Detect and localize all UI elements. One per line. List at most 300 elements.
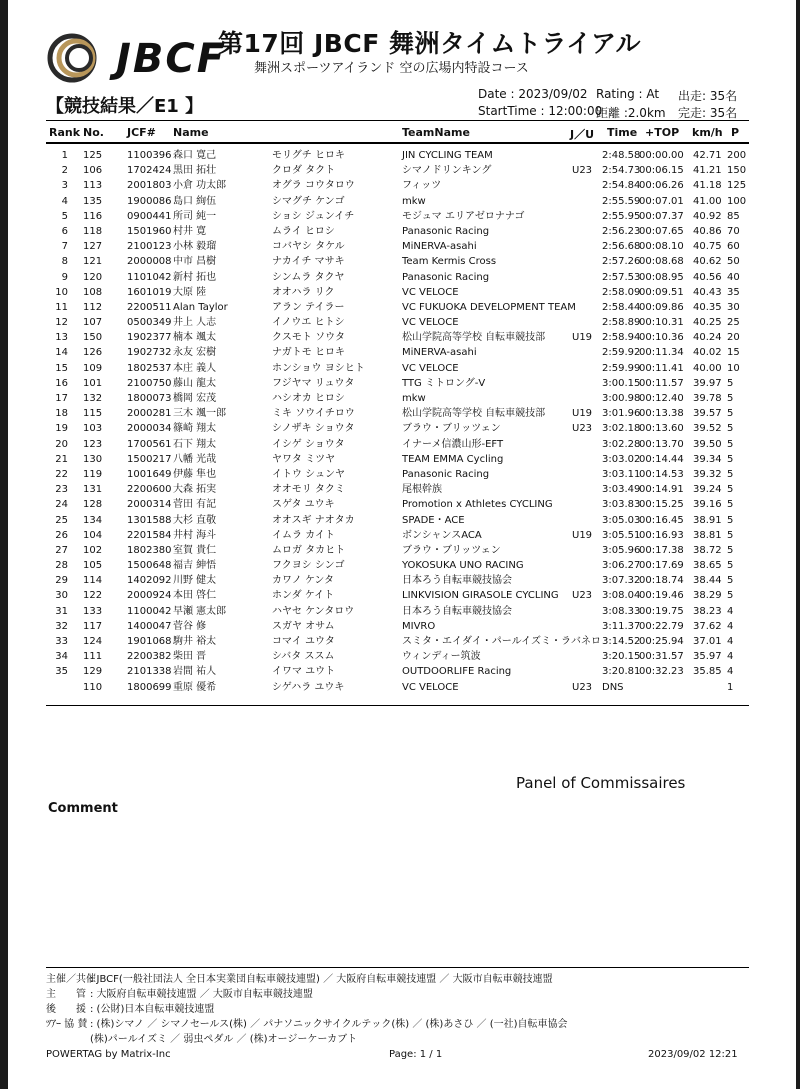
cell-points: 5 <box>727 529 734 541</box>
cell-time: 3:03.83 <box>602 499 641 511</box>
cell-speed: 39.97 <box>693 377 722 389</box>
cell-jcf: 1802537 <box>127 362 172 374</box>
cell-rank: 29 <box>55 575 68 587</box>
cell-gap: 00:19.75 <box>639 605 684 617</box>
cell-speed: 39.32 <box>693 468 722 480</box>
cell-no: 106 <box>83 165 103 177</box>
cell-name: 新村 拓也 <box>173 271 217 283</box>
cell-team: Panasonic Racing <box>402 225 490 237</box>
cell-name: 菅田 有記 <box>173 499 217 511</box>
cell-team: OUTDOORLIFE Racing <box>402 666 512 678</box>
cell-time: 2:57.53 <box>602 271 641 283</box>
cell-rank: 7 <box>61 241 68 253</box>
table-row <box>46 406 749 421</box>
cell-time: 2:58.09 <box>602 286 641 298</box>
col-top: +TOP <box>645 126 680 139</box>
cell-points: 5 <box>727 453 734 465</box>
cell-team: 日本ろう自転車競技協会 <box>402 605 512 617</box>
cell-ju: U23 <box>572 681 593 693</box>
cell-name: 三木 颯一郎 <box>173 408 227 420</box>
cell-gap: 00:08.68 <box>639 256 684 268</box>
cell-no: 150 <box>83 332 103 344</box>
cell-name: 大森 拓実 <box>173 484 217 496</box>
cell-time: 3:02.28 <box>602 438 641 450</box>
cell-gap: 00:13.38 <box>639 408 684 420</box>
table-row <box>46 604 749 619</box>
cell-team: イナーメ信濃山形-EFT <box>402 438 504 450</box>
cell-name: 井村 海斗 <box>173 529 217 541</box>
col-time: Time <box>607 126 638 139</box>
footer-value: : 大阪府自転車競技連盟 ／ 大阪市自転車競技連盟 <box>90 989 313 1000</box>
cell-rank: 31 <box>55 605 68 617</box>
cell-name: 藤山 龍太 <box>173 377 217 389</box>
cell-jcf: 2200511 <box>127 301 172 313</box>
cell-gap: 00:09.86 <box>639 301 684 313</box>
cell-rank: 32 <box>55 620 68 632</box>
cell-rank: 35 <box>55 666 68 678</box>
results-sheet <box>8 0 796 1089</box>
cell-name-kana: フクヨシ シンゴ <box>272 560 345 572</box>
cell-ju: U23 <box>572 165 593 177</box>
cell-gap: 00:07.01 <box>639 195 684 207</box>
cell-jcf: 1100042 <box>127 605 172 617</box>
cell-name: 石下 翔太 <box>173 438 217 450</box>
cell-time: 3:05.51 <box>602 529 641 541</box>
cell-gap: 00:13.70 <box>639 438 684 450</box>
cell-rank: 18 <box>55 408 68 420</box>
cell-jcf: 1400047 <box>127 620 172 632</box>
cell-name: 本庄 義人 <box>173 362 217 374</box>
cell-ju: U23 <box>572 590 593 602</box>
table-row <box>46 649 749 664</box>
table-row <box>46 194 749 209</box>
cell-rank: 17 <box>55 393 68 404</box>
cell-no: 126 <box>83 347 103 359</box>
cell-team: JIN CYCLING TEAM <box>402 150 493 161</box>
cell-gap: 00:25.94 <box>639 636 684 647</box>
cell-time: 3:03.02 <box>602 453 641 465</box>
logo-text: JBCF <box>116 36 227 82</box>
cell-name: 伊藤 隼也 <box>173 468 217 480</box>
finishers-count: 完走: 35名 <box>678 106 738 120</box>
cell-name: Alan Taylor <box>173 301 228 313</box>
cell-time: 3:08.04 <box>602 590 641 602</box>
cell-gap: 00:19.46 <box>639 590 684 602</box>
footer-line-support <box>46 1000 749 1014</box>
cell-gap: 00:32.23 <box>639 666 684 678</box>
cell-no: 116 <box>83 210 103 222</box>
cell-speed: 40.00 <box>693 362 722 374</box>
cell-points: 60 <box>727 241 740 253</box>
cell-gap: 00:14.44 <box>639 453 684 465</box>
cell-time: 3:11.37 <box>602 620 641 632</box>
cell-gap: 00:11.34 <box>639 347 684 359</box>
cell-no: 109 <box>83 362 103 374</box>
comment-label: Comment <box>48 801 118 816</box>
cell-rank: 23 <box>55 484 68 496</box>
footer-line-sponsors-2 <box>46 1030 749 1044</box>
cell-team: VC VELOCE <box>402 362 459 374</box>
cell-name: 柴田 晋 <box>173 651 207 663</box>
cell-gap: 00:06.15 <box>639 165 684 177</box>
cell-points: 5 <box>727 560 734 572</box>
cell-gap: 00:07.65 <box>639 225 684 237</box>
cell-team: YOKOSUKA UNO RACING <box>402 560 524 572</box>
cell-team: mkw <box>402 195 426 207</box>
cell-name-kana: シバタ ススム <box>272 651 335 663</box>
cell-rank: 3 <box>61 180 68 192</box>
cell-time: 2:54.84 <box>602 180 641 192</box>
cell-gap: 00:16.93 <box>639 529 684 541</box>
col-name: Name <box>173 126 209 139</box>
cell-name: 黒田 拓壮 <box>173 165 217 177</box>
cell-no: 123 <box>83 438 103 450</box>
cell-jcf: 1101042 <box>127 271 172 283</box>
cell-jcf: 1802380 <box>127 544 172 556</box>
cell-gap: 00:13.60 <box>639 423 684 435</box>
cell-name: 菅谷 修 <box>173 620 207 632</box>
cell-rank: 20 <box>55 438 68 450</box>
cell-no: 102 <box>83 544 103 556</box>
cell-name: 早瀬 憲太郎 <box>173 605 227 617</box>
cell-points: 4 <box>727 620 734 632</box>
cell-name-kana: ムライ ヒロシ <box>272 225 335 237</box>
cell-jcf: 1500648 <box>127 560 172 572</box>
cell-points: 5 <box>727 408 734 420</box>
cell-name-kana: ミキ ソウイチロウ <box>272 408 355 420</box>
cell-name-kana: ナガトモ ヒロキ <box>272 347 345 359</box>
cell-no: 107 <box>83 317 103 329</box>
cell-name-kana: ショシ ジュンイチ <box>272 210 355 222</box>
cell-jcf: 2100750 <box>127 377 172 389</box>
table-row <box>46 437 749 452</box>
cell-gap: 00:14.53 <box>639 468 684 480</box>
table-row <box>46 270 749 285</box>
table-row <box>46 163 749 178</box>
commissaires-label: Panel of Commissaires <box>516 774 686 792</box>
header-rule <box>46 120 749 121</box>
footer-line-organizer <box>46 970 749 984</box>
cell-points: 5 <box>727 590 734 602</box>
cell-time: 3:02.18 <box>602 423 641 435</box>
cell-gap: 00:09.51 <box>639 286 684 298</box>
table-row <box>46 178 749 193</box>
cell-name: 永友 宏樹 <box>173 347 217 359</box>
table-row <box>46 345 749 360</box>
cell-no: 130 <box>83 453 103 465</box>
cell-rank: 6 <box>61 225 68 237</box>
cell-jcf: 2000314 <box>127 499 172 511</box>
cell-team: 尾根幹族 <box>402 484 442 496</box>
cell-name: 小倉 功太郎 <box>173 180 227 192</box>
cell-no: 105 <box>83 560 103 572</box>
cell-rank: 4 <box>61 195 68 207</box>
cell-rank: 21 <box>55 453 68 465</box>
cell-time: DNS <box>602 681 624 693</box>
cell-time: 2:56.68 <box>602 241 641 253</box>
cell-no: 127 <box>83 241 103 253</box>
cell-ju: U19 <box>572 529 593 541</box>
cell-time: 2:57.26 <box>602 256 641 268</box>
cell-time: 3:00.15 <box>602 377 641 389</box>
cell-points: 20 <box>727 332 740 344</box>
cell-name-kana: オオモリ タクミ <box>272 484 345 496</box>
cell-team: フィッツ <box>402 180 442 192</box>
cell-points: 5 <box>727 377 734 389</box>
cell-jcf: 2000008 <box>127 256 172 268</box>
cell-rank: 19 <box>55 423 68 435</box>
cell-rank: 22 <box>55 468 68 480</box>
cell-name-kana: クスモト ソウタ <box>272 332 345 344</box>
cell-gap: 00:18.74 <box>639 575 684 587</box>
cell-points: 5 <box>727 438 734 450</box>
cell-speed: 40.75 <box>693 241 722 253</box>
table-row <box>46 224 749 239</box>
cell-points: 4 <box>727 666 734 678</box>
cell-time: 2:59.92 <box>602 347 641 359</box>
cell-no: 128 <box>83 499 103 511</box>
cell-no: 124 <box>83 636 103 647</box>
cell-no: 132 <box>83 393 103 404</box>
table-row <box>46 452 749 467</box>
cell-points: 5 <box>727 544 734 556</box>
cell-name-kana: オオスギ ナオタカ <box>272 514 355 526</box>
cell-jcf: 1902377 <box>127 332 172 344</box>
table-row <box>46 680 749 695</box>
footer-value: (株)パールイズミ ／ 弱虫ペダル ／ (株)オージーケーカブト <box>90 1034 358 1045</box>
cell-jcf: 1900086 <box>127 195 172 207</box>
cell-team: TEAM EMMA Cycling <box>402 453 504 465</box>
cell-points: 4 <box>727 605 734 617</box>
cell-jcf: 1001649 <box>127 468 172 480</box>
cell-gap: 00:16.45 <box>639 514 684 526</box>
cell-time: 2:59.99 <box>602 362 641 374</box>
cell-points: 25 <box>727 317 740 329</box>
page-title: 第17回 JBCF 舞洲タイムトライアル <box>218 29 641 58</box>
footer-key: ﾂｱｰ 協 賛 <box>46 1019 88 1030</box>
cell-name: 井上 人志 <box>173 317 217 329</box>
cell-no: 119 <box>83 468 103 480</box>
cell-points: 15 <box>727 347 740 359</box>
table-bottom-rule <box>46 705 749 706</box>
cell-name-kana: イトウ シュンヤ <box>272 468 345 480</box>
cell-no: 108 <box>83 286 103 298</box>
table-header <box>46 126 749 140</box>
table-row <box>46 513 749 528</box>
footer-value: : (公財)日本自転車競技連盟 <box>90 1004 215 1015</box>
cell-no: 113 <box>83 180 103 192</box>
cell-time: 2:56.23 <box>602 225 641 237</box>
cell-time: 2:54.73 <box>602 165 641 177</box>
cell-team: VC VELOCE <box>402 681 459 693</box>
cell-rank: 24 <box>55 499 68 511</box>
cell-rank: 12 <box>55 317 68 329</box>
table-row <box>46 300 749 315</box>
cell-name-kana: モリグチ ヒロキ <box>272 150 345 161</box>
cell-rank: 8 <box>61 256 68 268</box>
cell-no: 118 <box>83 225 103 237</box>
cell-team: Panasonic Racing <box>402 468 490 480</box>
cell-speed: 41.18 <box>693 180 722 192</box>
cell-no: 131 <box>83 484 103 496</box>
cell-no: 111 <box>83 651 103 663</box>
cell-team: ボンシャンスACA <box>402 529 482 541</box>
table-row <box>46 361 749 376</box>
cell-jcf: 2201584 <box>127 529 172 541</box>
cell-name-kana: イワマ ユウト <box>272 666 336 678</box>
cell-name: 本田 啓仁 <box>173 590 217 602</box>
cell-points: 100 <box>727 195 747 207</box>
cell-name-kana: ハシオカ ヒロシ <box>272 393 345 404</box>
cell-points: 10 <box>727 362 740 374</box>
cell-name: 篠崎 翔太 <box>173 423 217 435</box>
cell-points: 125 <box>727 180 747 192</box>
cell-gap: 00:08.95 <box>639 271 684 283</box>
cell-time: 3:20.15 <box>602 651 641 663</box>
cell-gap: 00:10.36 <box>639 332 684 344</box>
table-row <box>46 254 749 269</box>
footer-value: : JBCF(一般社団法人 全日本実業団自転車競技連盟) ／ 大阪府自転車競技連盟 ／ 大阪市自転車競技連盟 <box>90 974 553 985</box>
footer-rule <box>46 967 749 968</box>
table-header-rule <box>46 142 749 144</box>
cell-time: 3:14.52 <box>602 636 641 647</box>
cell-team: モジュマ エリアゼロナナゴ <box>402 210 525 222</box>
cell-name-kana: フジヤマ リュウタ <box>272 377 355 389</box>
cell-speed: 40.56 <box>693 271 722 283</box>
cell-speed: 38.91 <box>693 514 722 526</box>
cell-time: 3:00.98 <box>602 393 641 404</box>
cell-team: VC VELOCE <box>402 286 459 298</box>
cell-time: 2:58.89 <box>602 317 641 329</box>
cell-name-kana: ムロガ タカヒト <box>272 544 346 556</box>
cell-jcf: 1500217 <box>127 453 172 465</box>
cell-name: 岩間 祐人 <box>173 666 217 678</box>
race-date: Date : 2023/09/02 <box>478 87 588 101</box>
cell-speed: 37.62 <box>693 620 722 632</box>
cell-time: 3:05.96 <box>602 544 641 556</box>
cell-no: 114 <box>83 575 103 587</box>
table-row <box>46 573 749 588</box>
cell-rank: 5 <box>61 210 68 222</box>
starters-count: 出走: 35名 <box>678 89 738 103</box>
cell-gap: 00:06.26 <box>639 180 684 192</box>
cell-name: 重原 優希 <box>173 681 217 693</box>
cell-name-kana: スゲタ ユウキ <box>272 499 335 511</box>
cell-speed: 38.23 <box>693 605 722 617</box>
cell-points: 85 <box>727 210 740 222</box>
cell-points: 4 <box>727 636 734 647</box>
cell-points: 30 <box>727 301 740 313</box>
cell-no: 129 <box>83 666 103 678</box>
table-row <box>46 588 749 603</box>
cell-team: 松山学院高等学校 自転車競技部 <box>402 332 546 344</box>
cell-points: 5 <box>727 468 734 480</box>
cell-time: 2:55.95 <box>602 210 641 222</box>
cell-time: 2:55.59 <box>602 195 641 207</box>
cell-ju: U19 <box>572 332 593 344</box>
cell-jcf: 2000281 <box>127 408 172 420</box>
cell-points: 70 <box>727 225 740 237</box>
cell-gap: 00:07.37 <box>639 210 684 222</box>
cell-points: 5 <box>727 393 734 404</box>
cell-no: 133 <box>83 605 103 617</box>
cell-no: 117 <box>83 620 103 632</box>
cell-team: MiNERVA-asahi <box>402 347 477 359</box>
cell-gap: 00:12.40 <box>639 393 684 404</box>
cell-team: SPADE・ACE <box>402 514 465 526</box>
cell-name-kana: ホンダ ケイト <box>272 590 335 602</box>
cell-speed: 39.34 <box>693 453 722 465</box>
cell-time: 3:03.49 <box>602 484 641 496</box>
printed-timestamp: 2023/09/02 12:21 <box>648 1049 738 1060</box>
cell-team: TTG ミトロング-V <box>402 377 486 389</box>
table-row <box>46 315 749 330</box>
col-rank: Rank <box>49 126 81 139</box>
footer-key: 主 管 <box>46 989 86 1000</box>
cell-no: 103 <box>83 423 103 435</box>
cell-rank: 16 <box>55 377 68 389</box>
table-row <box>46 664 749 679</box>
footer-line-sponsors <box>46 1015 749 1029</box>
cell-time: 2:58.44 <box>602 301 641 313</box>
cell-jcf: 1700561 <box>127 438 172 450</box>
cell-rank: 30 <box>55 590 68 602</box>
cell-speed: 42.71 <box>693 150 722 161</box>
cell-name-kana: シゲハラ ユウキ <box>272 681 345 693</box>
cell-team: Promotion x Athletes CYCLING <box>402 499 553 511</box>
cell-jcf: 2101338 <box>127 666 172 678</box>
cell-name-kana: スガヤ オサム <box>272 620 335 632</box>
cell-points: 1 <box>727 681 734 693</box>
cell-points: 150 <box>727 165 747 177</box>
cell-time: 3:08.33 <box>602 605 641 617</box>
table-row <box>46 482 749 497</box>
cell-team: 松山学院高等学校 自転車競技部 <box>402 408 546 420</box>
footer-key: 主催／共催 <box>46 974 96 985</box>
cell-name: 島口 絢伍 <box>173 195 217 207</box>
cell-name-kana: イノウエ ヒトシ <box>272 317 345 329</box>
cell-speed: 38.44 <box>693 575 722 587</box>
cell-name: 小林 毅瑠 <box>173 241 217 253</box>
table-row <box>46 285 749 300</box>
table-row <box>46 330 749 345</box>
cell-name-kana: アラン テイラー <box>272 301 345 313</box>
cell-jcf: 1301588 <box>127 514 172 526</box>
cell-ju: U23 <box>572 423 593 435</box>
cell-no: 121 <box>83 256 103 268</box>
cell-rank: 1 <box>61 150 68 161</box>
cell-gap: 00:17.38 <box>639 544 684 556</box>
cell-no: 104 <box>83 529 103 541</box>
cell-no: 110 <box>83 681 103 693</box>
cell-gap: 00:22.79 <box>639 620 684 632</box>
cell-jcf: 1800073 <box>127 393 172 404</box>
cell-name-kana: ハヤセ ケンタロウ <box>272 605 355 617</box>
cell-gap: 00:00.00 <box>639 150 684 161</box>
col-ju: J／U <box>570 128 595 141</box>
jbcf-logo <box>46 30 227 86</box>
cell-name-kana: オグラ コウタロウ <box>272 180 355 192</box>
cell-team: スミタ・エイダイ・パールイズミ・ラバネロ <box>402 636 601 647</box>
cell-speed: 37.01 <box>693 636 722 647</box>
cell-speed: 38.72 <box>693 544 722 556</box>
cell-rank: 25 <box>55 514 68 526</box>
cell-time: 3:07.32 <box>602 575 641 587</box>
table-row <box>46 239 749 254</box>
cell-gap: 00:11.41 <box>639 362 684 374</box>
cell-name: 楠本 颯太 <box>173 332 217 344</box>
cell-name-kana: オオハラ リク <box>272 286 335 298</box>
